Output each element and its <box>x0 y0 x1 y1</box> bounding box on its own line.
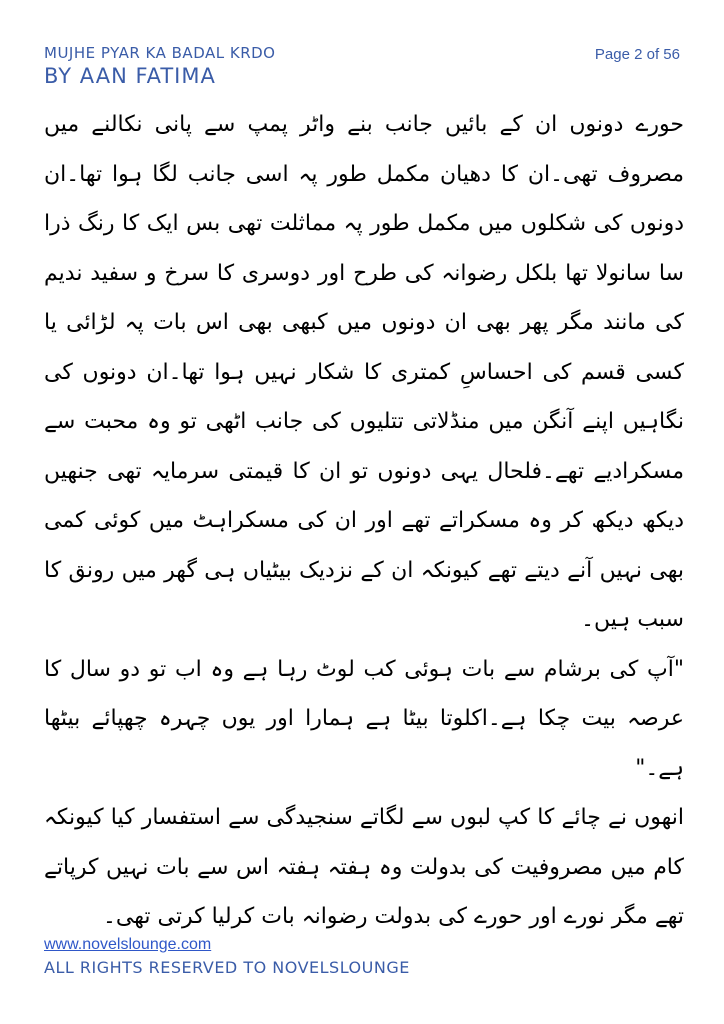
rights-notice: ALL RIGHTS RESERVED TO NOVELSLOUNGE <box>44 958 410 977</box>
book-title: MUJHE PYAR KA BADAL KRDO <box>44 44 276 62</box>
paragraph-3: انھوں نے چائے کا کپ لبوں سے لگاتے سنجیدگی سے استفسار کیا کیونکہ کام میں مصروفیت کی بدولت وہ ہفتہ ہفتہ اس سے بات نہیں کرپاتے تھے مگر نورے اور حورے کی بدولت رضوانہ بات کرلیا کرتی تھی۔ <box>44 805 684 929</box>
paragraph-2: "آپ کی برشام سے بات ہوئی کب لوٹ رہا ہے وہ اب تو دو سال کا عرصہ بیت چکا ہے۔اکلوتا بیٹا ہے ہمارا اور یوں چہرہ چھپائے بیٹھا ہے۔" <box>44 656 684 781</box>
website-link[interactable]: www.novelslounge.com <box>44 936 212 953</box>
page-number: Page 2 of 56 <box>594 46 680 63</box>
story-text <box>44 100 684 942</box>
paragraph-1: حورے دونوں ان کے بائیں جانب بنے واٹر پمپ سے پانی نکالنے میں مصروف تھی۔ان کا دھیان مکمل طور پہ اسی جانب لگا ہوا تھا۔ان دونوں کی شکلوں میں مکمل طور پہ مماثلت تھی بس ایک کا رنگ ذرا سا سانولا تھا بلکل رضوانہ کی طرح اور دوسری کا سرخ و سفید ندیم کی مانند مگر پھر بھی ان دونوں میں کبھی بھی اس بات پہ لڑائی یا کسی قسم کی احساسِ کمتری کا شکار نہیں ہوا تھا۔ان دونوں کی نگاہیں اپنے آنگن میں منڈلاتی تتلیوں کی جانب اٹھی تو وہ محبت سے مسکرادیے تھے۔فلحال یہی دونوں تو ان کا قیمتی سرمایہ تھی جنھیں دیکھ دیکھ کر وہ مسکراتے تھے اور ان کی مسکراہٹ میں کوئی کمی بھی نہیں آنے دیتے تھے کیونکہ ان کے نزدیک بیٹیاں ہی گھر میں رونق کا سبب ہیں۔ <box>44 112 684 632</box>
author-name: BY AAN FATIMA <box>44 64 216 88</box>
